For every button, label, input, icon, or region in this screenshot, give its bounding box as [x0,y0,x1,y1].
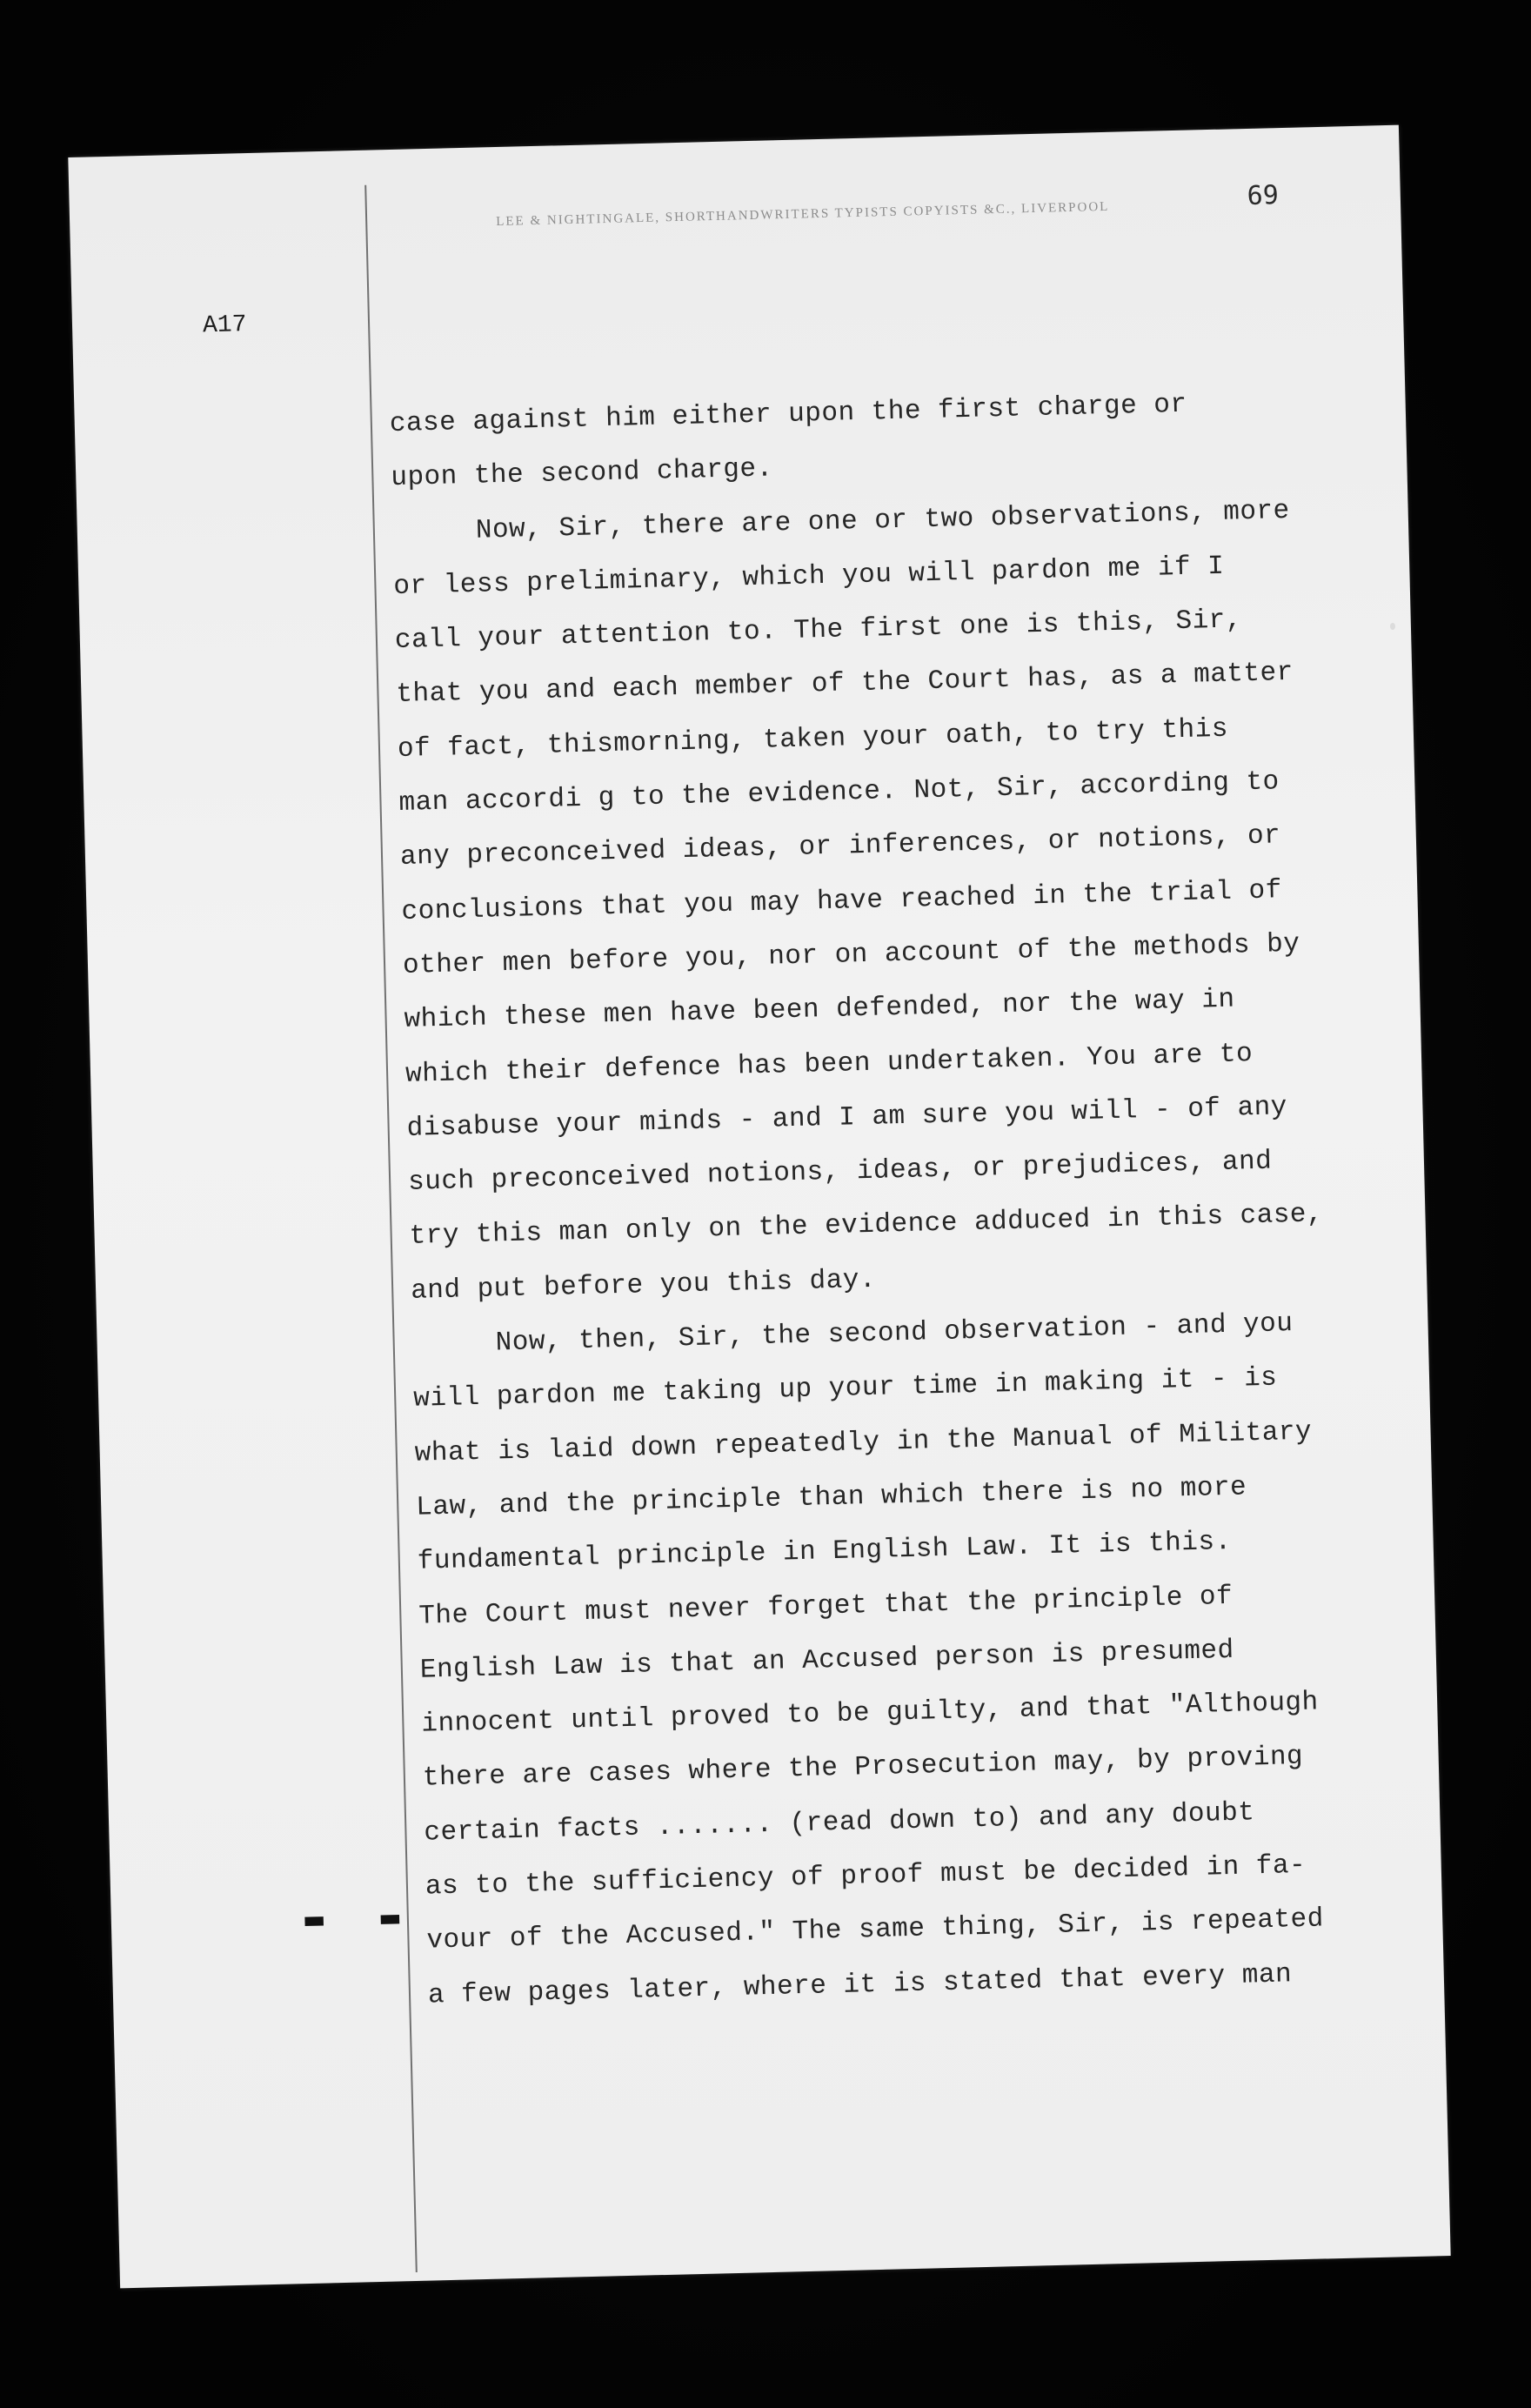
text-line: that you and each member of the Court has, as a matter [396,658,1294,711]
letterhead: LEE & NIGHTINGALE, SHORTHANDWRITERS TYPISTS COPYISTS &C., LIVERPOOL [496,199,1110,230]
text-line: man accordi g to the evidence. Not, Sir, according to [398,766,1280,819]
text-line: what is laid down repeatedly in the Manual of Military [414,1416,1313,1469]
text-line: vour of the Accused." The same thing, Sir, is repeated [426,1903,1325,1956]
text-line: call your attention to. The first one is this, Sir, [394,605,1243,657]
typed-transcript-body [389,373,1420,2023]
paper-speck [1390,623,1395,630]
text-line: disabuse your minds - and I am sure you will - of any [406,1092,1288,1144]
text-line: which their defence has been undertaken. You are to [404,1038,1254,1090]
text-line: such preconceived notions, ideas, or prejudices, and [407,1146,1273,1199]
text-line: which these men have been defended, nor the way in [404,984,1235,1036]
text-line: or less preliminary, which you will pardon me if I [393,551,1225,602]
text-line: Law, and the principle than which there is no more [415,1472,1247,1523]
text-line: try this man only on the evidence adduced in this case, [409,1199,1324,1253]
margin-pointer-marks: ▬ ▬ [302,1902,425,1935]
text-line: other men before you, nor on account of the methods by [402,928,1300,981]
text-line: will pardon me taking up your time in making it - is [412,1362,1278,1415]
text-line: and put before you this day. [410,1264,877,1307]
page-number: 69 [1247,180,1280,211]
text-line: there are cases where the Prosecution may, by proving [422,1742,1304,1795]
text-line: of fact, thismorning, taken your oath, to try this [397,713,1229,765]
text-line: fundamental principle in English Law. It is this. [417,1527,1233,1577]
text-line: case against him either upon the first charge or [389,389,1188,440]
text-line: Now, Sir, there are one or two observations, more [475,495,1291,546]
text-line: conclusions that you may have reached in the trial of [401,874,1283,927]
text-line: a few pages later, where it is stated that every man [427,1958,1293,2011]
text-line: certain facts ....... (read down to) and any doubt [424,1797,1255,1849]
text-line: Now, then, Sir, the second observation - and you [495,1308,1294,1359]
text-line: The Court must never forget that the principle of [418,1581,1233,1632]
folio-reference: A17 [202,311,247,340]
text-line: as to the sufficiency of proof must be decided in fa- [425,1849,1307,1903]
text-line: innocent until proved to be guilty, and that "Although [421,1687,1320,1740]
text-line: English Law is that an Accused person is presumed [419,1635,1235,1686]
document-page [68,125,1450,2289]
text-line: any preconceived ideas, or inferences, or notions, or [399,820,1281,873]
text-line: upon the second charge. [390,453,774,494]
